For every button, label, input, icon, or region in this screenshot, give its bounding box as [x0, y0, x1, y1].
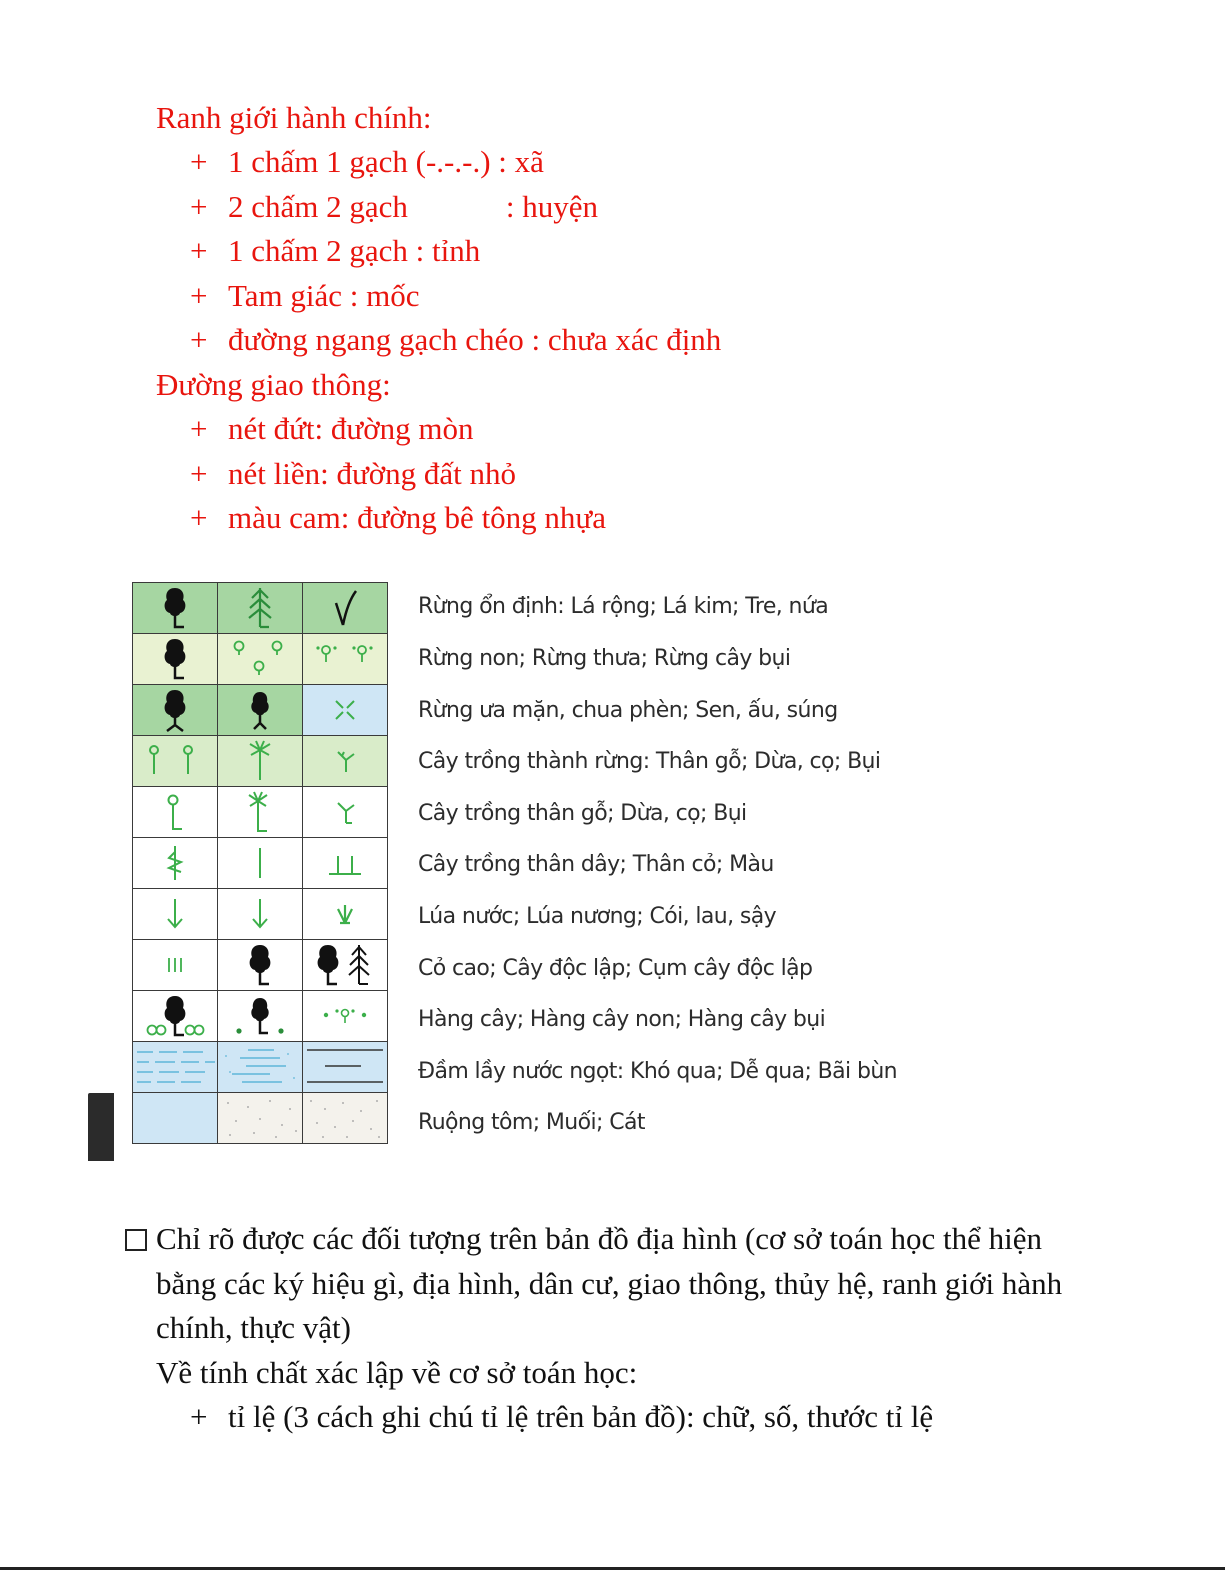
admin-item-text: 1 chấm 2 gạch : tỉnh: [228, 233, 481, 268]
legend-label: Rừng ổn định: Lá rộng; Lá kim; Tre, nứa: [418, 594, 829, 619]
admin-item-marker: [190, 278, 420, 314]
admin-item-text: Tam giác : mốc: [228, 278, 420, 313]
traffic-item-text: nét liền: đường đất nhỏ: [228, 456, 517, 491]
traffic-item-text: nét đứt: đường mòn: [228, 411, 474, 446]
page-bottom-rule: [0, 1567, 1225, 1570]
legend-label: Cây trồng thân dây; Thân cỏ; Màu: [418, 852, 774, 877]
planted-shrub-forest-icon: [303, 736, 388, 787]
bullet: +: [190, 500, 208, 535]
broadleaf-tree-icon: [133, 583, 218, 634]
legend-label: Ruộng tôm; Muối; Cát: [418, 1110, 645, 1135]
bullet: +: [190, 189, 208, 224]
lotus-water-plant-icon: [303, 685, 388, 736]
crop-field-icon: [303, 838, 388, 889]
acid-soil-tree-icon: [218, 685, 303, 736]
task-checkbox[interactable]: [125, 1229, 147, 1251]
math-basis-heading: Về tính chất xác lập về cơ sở toán học:: [156, 1355, 638, 1390]
legend-label: Rừng ưa mặn, chua phèn; Sen, ấu, súng: [418, 698, 838, 723]
page-edge-tab: [88, 1093, 114, 1161]
bullet: +: [190, 456, 208, 491]
sand-icon: [303, 1093, 388, 1144]
planted-palm-forest-icon: [218, 736, 303, 787]
math-item-text: tỉ lệ (3 cách ghi chú tỉ lệ trên bản đồ): chữ, số, thước tỉ lệ: [228, 1399, 934, 1434]
salt-field-icon: [218, 1093, 303, 1144]
admin-item-label: 1 chấm 1 gạch (-.-.-.): [228, 144, 491, 179]
solitary-tree-icon: [218, 940, 303, 991]
admin-item-district: [190, 189, 598, 225]
traffic-item-dirt-road: [190, 456, 516, 492]
legend-row: [133, 991, 388, 1042]
admin-item-undefined: [190, 322, 721, 358]
admin-item-label: 2 chấm 2 gạch: [228, 189, 408, 224]
conifer-tree-icon: [218, 583, 303, 634]
shrub-plant-icon: [303, 787, 388, 838]
legend-row: [133, 1093, 388, 1144]
bullet: +: [190, 1399, 208, 1434]
traffic-item-text: màu cam: đường bê tông nhựa: [228, 500, 606, 535]
bullet: +: [190, 144, 208, 179]
mangrove-tree-icon: [133, 685, 218, 736]
grass-plant-icon: [218, 838, 303, 889]
paddy-rice-icon: [133, 889, 218, 940]
legend-row: [133, 787, 388, 838]
admin-item-commune: [190, 144, 544, 180]
legend-label: Cỏ cao; Cây độc lập; Cụm cây độc lập: [418, 956, 813, 981]
young-tree-row-icon: [218, 991, 303, 1042]
math-item-scale: [190, 1399, 933, 1435]
legend-row: [133, 634, 388, 685]
traffic-item-asphalt: [190, 500, 606, 536]
shrub-forest-icon: [303, 634, 388, 685]
timber-plant-icon: [133, 787, 218, 838]
bullet: +: [190, 233, 208, 268]
legend-row: [133, 1042, 388, 1093]
legend-label: Cây trồng thân gỗ; Dừa, cọ; Bụi: [418, 801, 747, 826]
shrimp-field-icon: [133, 1093, 218, 1144]
legend-label: Lúa nước; Lúa nương; Cói, lau, sậy: [418, 904, 777, 929]
traffic-item-trail: [190, 411, 473, 447]
legend-row: [133, 838, 388, 889]
tree-cluster-icon: [303, 940, 388, 991]
checkbox-item-line: Chỉ rõ được các đối tượng trên bản đồ địa hình (cơ sở toán học thể hiện: [156, 1221, 1043, 1256]
tall-grass-icon: [133, 940, 218, 991]
bullet: +: [190, 411, 208, 446]
checkbox-item-line: chính, thực vật): [156, 1310, 351, 1345]
palm-plant-icon: [218, 787, 303, 838]
planted-timber-forest-icon: [133, 736, 218, 787]
legend-label: Đầm lầy nước ngọt: Khó qua; Dễ qua; Bãi bùn: [418, 1059, 898, 1084]
tree-row-icon: [133, 991, 218, 1042]
legend-row: [133, 583, 388, 634]
admin-boundary-heading: Ranh giới hành chính:: [156, 100, 432, 135]
reed-icon: [303, 889, 388, 940]
swamp-easy-icon: [218, 1042, 303, 1093]
legend-row: [133, 685, 388, 736]
legend-row: [133, 889, 388, 940]
admin-item-text: đường ngang gạch chéo : chưa xác định: [228, 322, 722, 357]
vegetation-legend-table: [132, 582, 388, 1144]
legend-label: Cây trồng thành rừng: Thân gỗ; Dừa, cọ; Bụi: [418, 749, 881, 774]
admin-item-province: [190, 233, 480, 269]
vine-plant-icon: [133, 838, 218, 889]
bullet: +: [190, 322, 208, 357]
legend-label: Rừng non; Rừng thưa; Rừng cây bụi: [418, 646, 791, 671]
bullet: +: [190, 278, 208, 313]
checkbox-item-line: bằng các ký hiệu gì, địa hình, dân cư, giao thông, thủy hệ, ranh giới hành: [156, 1266, 1063, 1301]
traffic-heading: Đường giao thông:: [156, 367, 391, 402]
upland-rice-icon: [218, 889, 303, 940]
legend-label: Hàng cây; Hàng cây non; Hàng cây bụi: [418, 1007, 826, 1032]
admin-item-value: : huyện: [505, 189, 599, 224]
swamp-hard-icon: [133, 1042, 218, 1093]
sparse-forest-icon: [218, 634, 303, 685]
legend-row: [133, 940, 388, 991]
mud-flat-icon: [303, 1042, 388, 1093]
young-forest-icon: [133, 634, 218, 685]
legend-row: [133, 736, 388, 787]
admin-item-value: : xã: [498, 144, 544, 179]
bamboo-icon: [303, 583, 388, 634]
shrub-row-icon: [303, 991, 388, 1042]
